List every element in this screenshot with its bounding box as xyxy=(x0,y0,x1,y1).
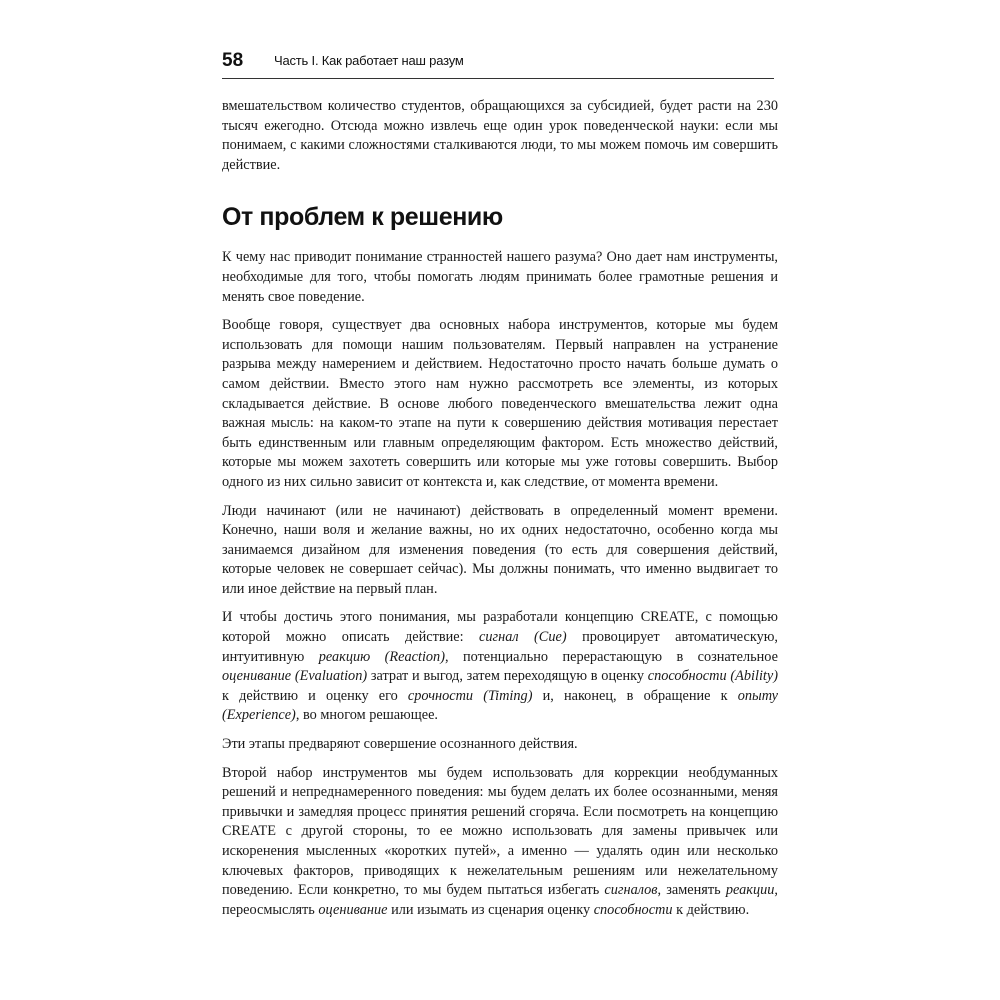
text-run: к действию. xyxy=(672,901,750,918)
term-signals: сигналов xyxy=(604,882,658,899)
page-number: 58 xyxy=(222,50,244,71)
text-run: затрат и выгод, затем переходящую в оценку xyxy=(367,668,648,685)
term-ability: способности xyxy=(593,901,673,918)
paragraph-2: Вообще говоря, существует два основных набора инструментов, которые мы будем использовать для помощи нашим пользователям. Первый направлен на устранение разрыва между намерением и действием. Недостаточно просто начать больше думать о самом действии. Вместо этого нам нужно рассмотреть все элементы, из которых складывается действие. В основе любого поведенческого вмешательства лежит одна важная мысль: на каком-то этапе на пути к совершению действия мотивация перестает быть единственным или главным определяющим фактором. Есть множество действий, которые мы можем захотеть совершить или которые мы уже готовы совершить. Выбор одного из них сильно зависит от контекста и, как следствие, от момента времени. xyxy=(222,317,778,490)
term-reactions: реакции xyxy=(725,882,775,899)
text-run: и, наконец, в обращение к xyxy=(532,687,738,704)
text-run: , во многом решающее. xyxy=(295,707,439,724)
paragraph-4 xyxy=(222,608,778,726)
paragraph-1: К чему нас приводит понимание странностей нашего разума? Оно дает нам инструменты, необходимые для того, чтобы помогать людям принимать более грамотные решения и менять свое поведение. xyxy=(222,249,778,305)
section-title: От проблем к решению xyxy=(222,203,503,232)
paragraph-3: Люди начинают (или не начинают) действовать в определенный момент времени. Конечно, наши воля и желание важны, но их одних недостаточно, особенно когда мы занимаемся дизайном для изменения поведения (то есть для совершения действий, которые человек не совершает сейчас). Мы должны понимать, что именно выдвигает то или иное действие на первый план. xyxy=(222,502,778,597)
term-cue: сигнал (Cue) xyxy=(479,629,567,646)
term-reaction: реакцию (Reaction) xyxy=(318,648,445,665)
text-run: к действию и оценку его xyxy=(222,687,408,704)
page-header xyxy=(222,48,774,79)
running-head: Часть I. Как работает наш разум xyxy=(274,53,464,68)
term-experience: опыту (Experience) xyxy=(222,687,779,724)
text-run: провоцирует автоматическую, интуитивную xyxy=(222,629,778,665)
text-run: , заменять xyxy=(657,882,726,899)
paragraph-6 xyxy=(222,764,778,921)
text-run: или изымать из сценария оценку xyxy=(387,901,594,918)
page-body xyxy=(222,97,778,929)
term-evaluation: оценивание (Evaluation) xyxy=(222,668,368,685)
text-run: , потенциально перерастающую в сознательное xyxy=(444,648,778,665)
text-run: , переосмыслять xyxy=(222,882,778,918)
term-timing: срочности (Timing) xyxy=(407,687,533,704)
text-run: Второй набор инструментов мы будем использовать для коррекции необдуманных решений и непреднамеренного поведения: мы будем делать их более осознанными, меняя привычки и замедляя процесс принятия решений сгоряча. Если посмотреть на концепцию CREATE с другой стороны, то ее можно использовать для замены привычек или искоренения мысленных «коротких путей», а именно — удалять один или несколько ключевых факторов, приводящих к нежелательным решениям или нежелательному поведению. Если конкретно, то мы будем пытаться избегать xyxy=(222,764,778,899)
paragraph-5: Эти этапы предваряют совершение осознанного действия. xyxy=(222,736,578,753)
intro-paragraph: вмешательством количество студентов, обращающихся за субсидией, будет расти на 230 тысяч ежегодно. Отсюда можно извлечь еще один урок поведенческой науки: если мы понимаем, с какими сложностями сталкиваются люди, то мы можем помочь им совершить действие. xyxy=(222,98,778,173)
term-ability: способности (Ability) xyxy=(647,668,778,685)
term-evaluation: оценивание xyxy=(318,901,388,918)
text-run: И чтобы достичь этого понимания, мы разработали концепцию CREATE, с помощью которой можно описать действие: xyxy=(222,609,778,646)
